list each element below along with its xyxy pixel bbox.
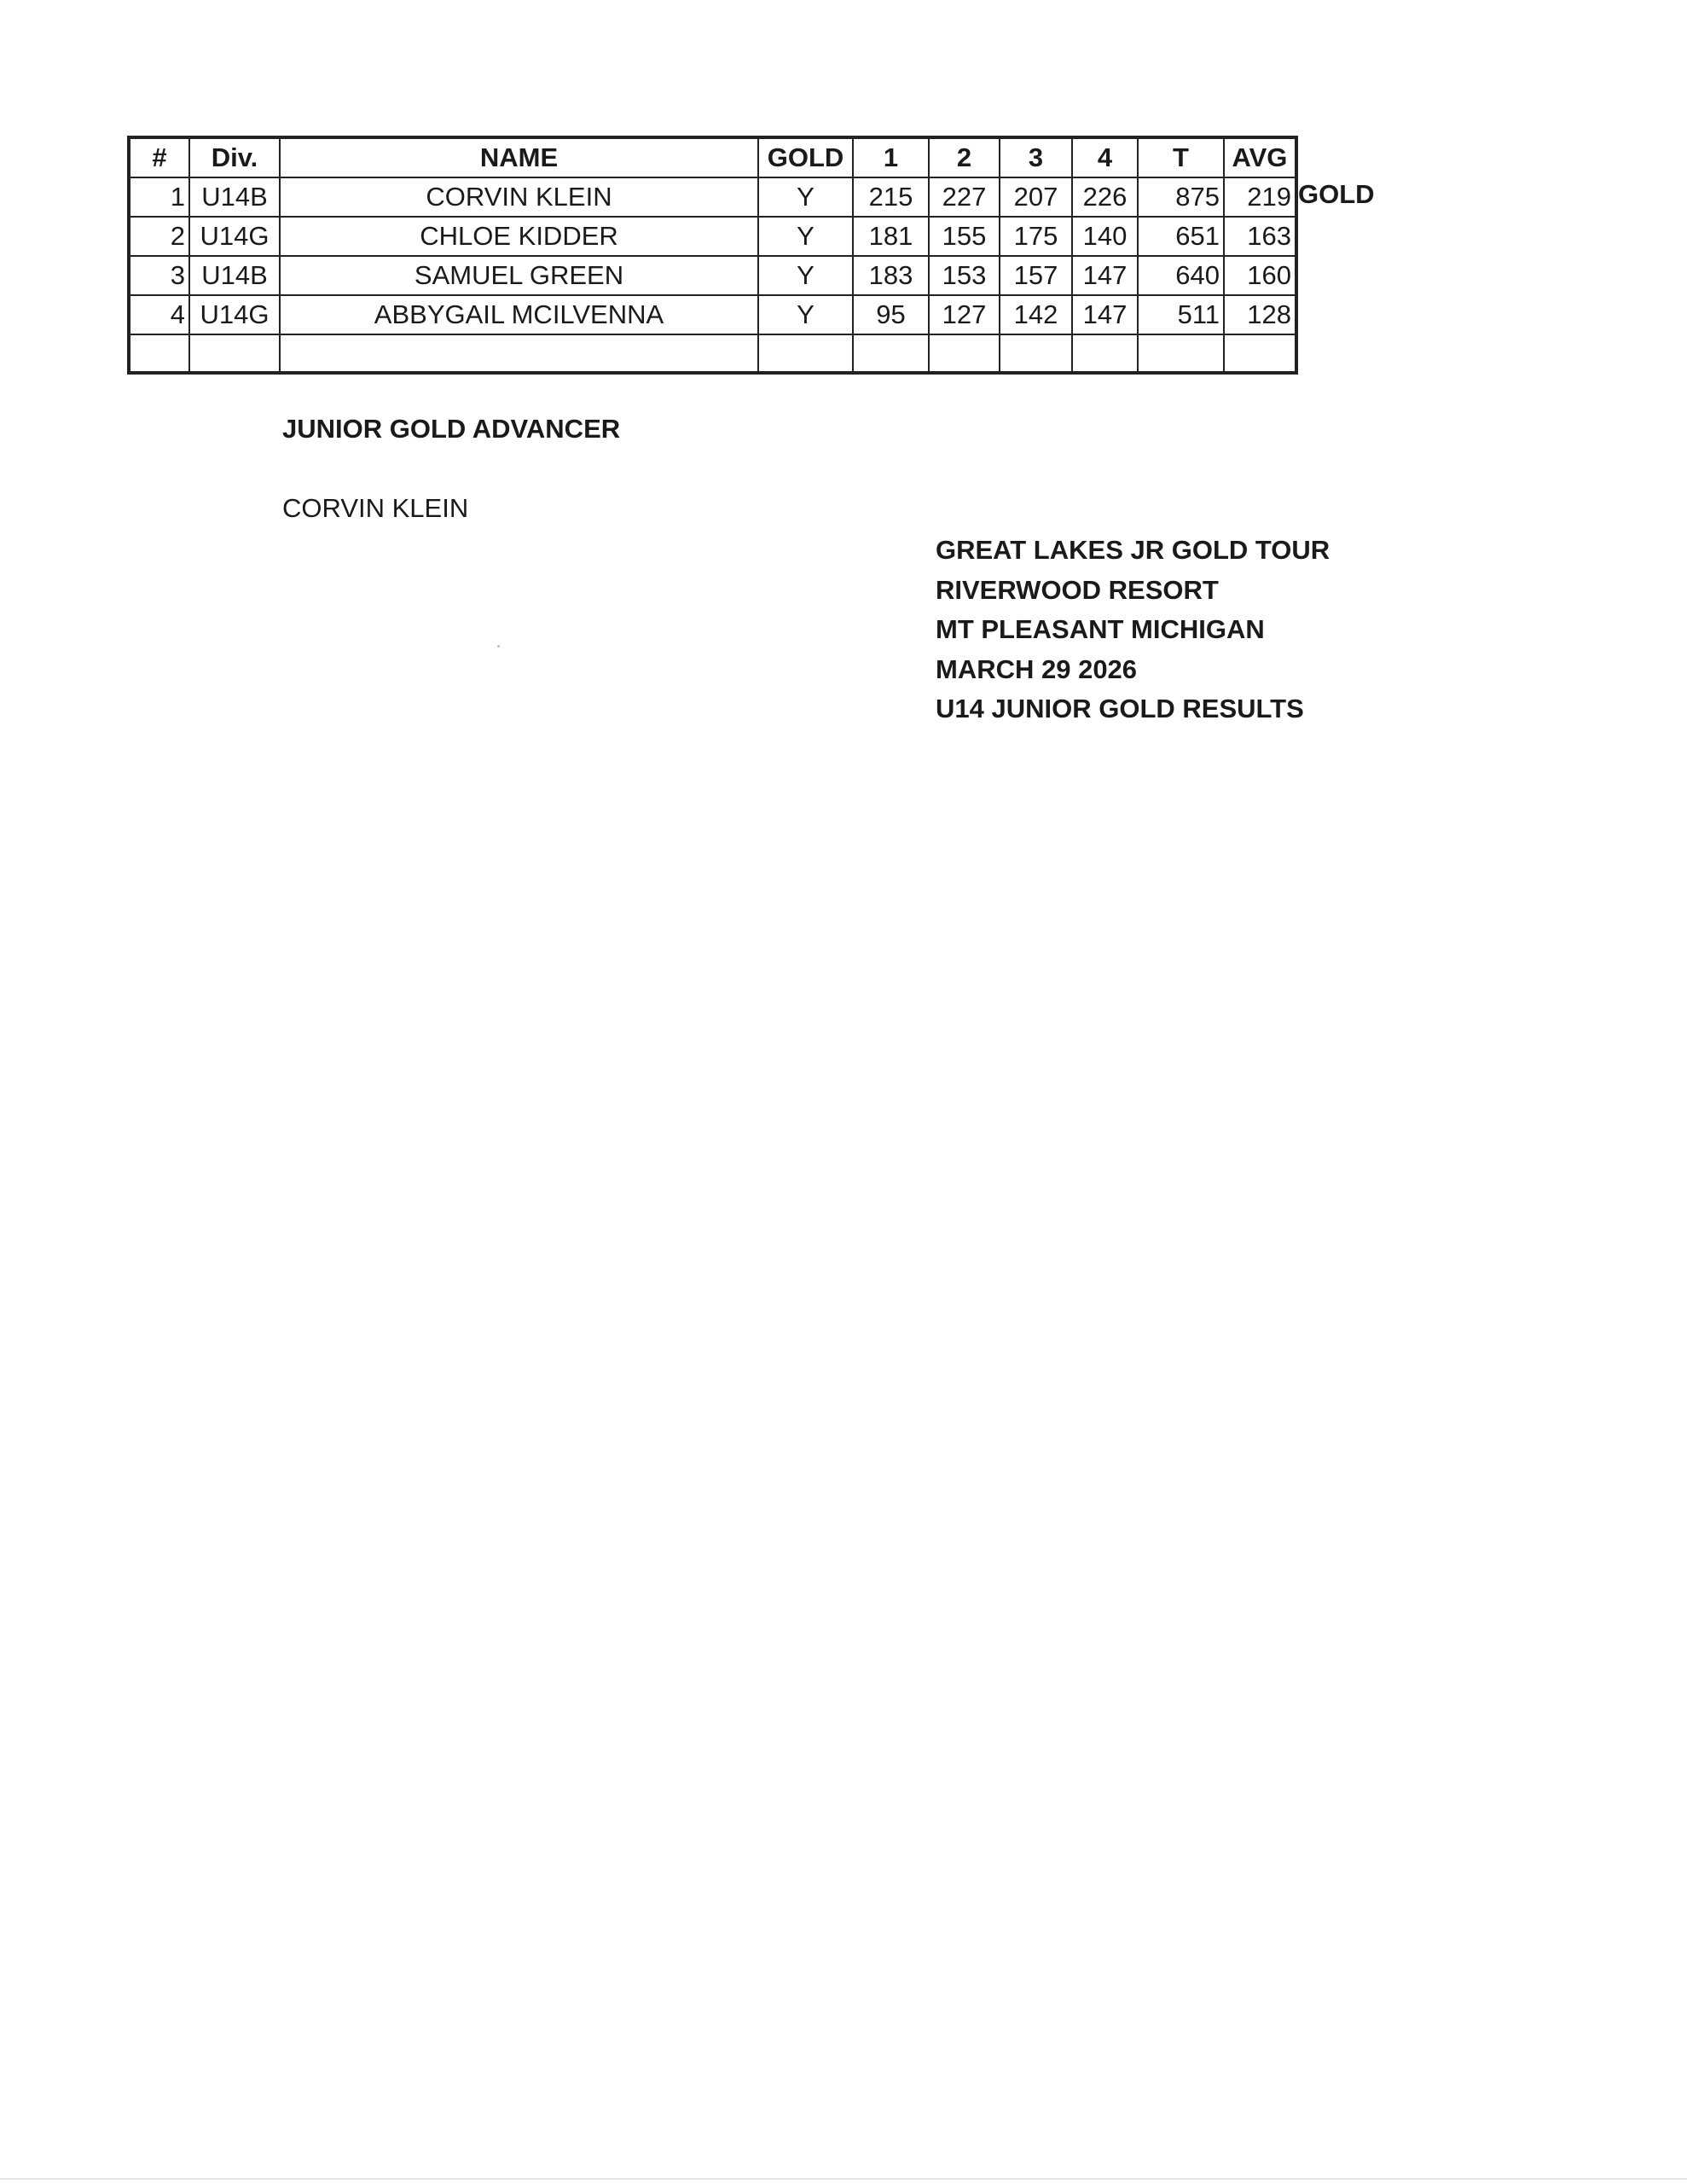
header-rank: # (129, 137, 189, 177)
game-3-cell: 207 (1000, 177, 1072, 217)
event-venue: RIVERWOOD RESORT (936, 574, 1219, 605)
game-1-cell: 95 (853, 295, 929, 334)
scan-edge-line (0, 2178, 1687, 2180)
header-division: Div. (189, 137, 280, 177)
average-cell: 219 (1224, 177, 1296, 217)
total-cell: 875 (1138, 177, 1224, 217)
game-2-cell: 153 (929, 256, 1000, 295)
rank-cell: 1 (129, 177, 189, 217)
gold-cell: Y (758, 177, 853, 217)
game-3-cell: 142 (1000, 295, 1072, 334)
game-3-cell: 175 (1000, 217, 1072, 256)
total-cell: 511 (1138, 295, 1224, 334)
gold-cell: Y (758, 256, 853, 295)
empty-cell (853, 334, 929, 373)
table-row (129, 177, 1296, 217)
event-date: MARCH 29 2026 (936, 653, 1138, 684)
game-1-cell: 181 (853, 217, 929, 256)
empty-cell (758, 334, 853, 373)
event-location: MT PLEASANT MICHIGAN (936, 614, 1265, 644)
empty-row (129, 334, 1296, 373)
game-2-cell: 227 (929, 177, 1000, 217)
game-4-cell: 140 (1072, 217, 1138, 256)
empty-cell (1072, 334, 1138, 373)
average-cell: 160 (1224, 256, 1296, 295)
header-game-2: 2 (929, 137, 1000, 177)
average-cell: 128 (1224, 295, 1296, 334)
division-cell: U14B (189, 256, 280, 295)
division-cell: U14B (189, 177, 280, 217)
name-cell: CORVIN KLEIN (280, 177, 758, 217)
rank-cell: 4 (129, 295, 189, 334)
event-info-block (936, 531, 1330, 729)
header-game-4: 4 (1072, 137, 1138, 177)
game-4-cell: 147 (1072, 295, 1138, 334)
header-game-1: 1 (853, 137, 929, 177)
name-cell: ABBYGAIL MCILVENNA (280, 295, 758, 334)
game-3-cell: 157 (1000, 256, 1072, 295)
average-cell: 163 (1224, 217, 1296, 256)
gold-cell: Y (758, 217, 853, 256)
total-cell: 651 (1138, 217, 1224, 256)
header-name: NAME (280, 137, 758, 177)
empty-cell (189, 334, 280, 373)
header-total: T (1138, 137, 1224, 177)
event-tour-name: GREAT LAKES JR GOLD TOUR (936, 535, 1330, 565)
game-4-cell: 147 (1072, 256, 1138, 295)
game-1-cell: 183 (853, 256, 929, 295)
rank-cell: 2 (129, 217, 189, 256)
event-results-title: U14 JUNIOR GOLD RESULTS (936, 694, 1304, 723)
empty-cell (1138, 334, 1224, 373)
name-cell: SAMUEL GREEN (280, 256, 758, 295)
results-table (127, 136, 1298, 375)
empty-cell (280, 334, 758, 373)
advancer-heading: JUNIOR GOLD ADVANCER (282, 414, 621, 444)
game-4-cell: 226 (1072, 177, 1138, 217)
division-cell: U14G (189, 217, 280, 256)
gold-cell: Y (758, 295, 853, 334)
empty-cell (1000, 334, 1072, 373)
game-1-cell: 215 (853, 177, 929, 217)
division-cell: U14G (189, 295, 280, 334)
header-average: AVG (1224, 137, 1296, 177)
empty-cell (129, 334, 189, 373)
game-2-cell: 127 (929, 295, 1000, 334)
empty-cell (929, 334, 1000, 373)
advancer-name: CORVIN KLEIN (282, 493, 469, 523)
header-gold: GOLD (758, 137, 853, 177)
header-game-3: 3 (1000, 137, 1072, 177)
empty-cell (1224, 334, 1296, 373)
rank-cell: 3 (129, 256, 189, 295)
header-row (129, 137, 1296, 177)
table-row (129, 217, 1296, 256)
total-cell: 640 (1138, 256, 1224, 295)
table-row (129, 295, 1296, 334)
game-2-cell: 155 (929, 217, 1000, 256)
name-cell: CHLOE KIDDER (280, 217, 758, 256)
gold-qualifier-flag: GOLD (1298, 179, 1375, 209)
scan-speck (497, 645, 500, 648)
table-row (129, 256, 1296, 295)
